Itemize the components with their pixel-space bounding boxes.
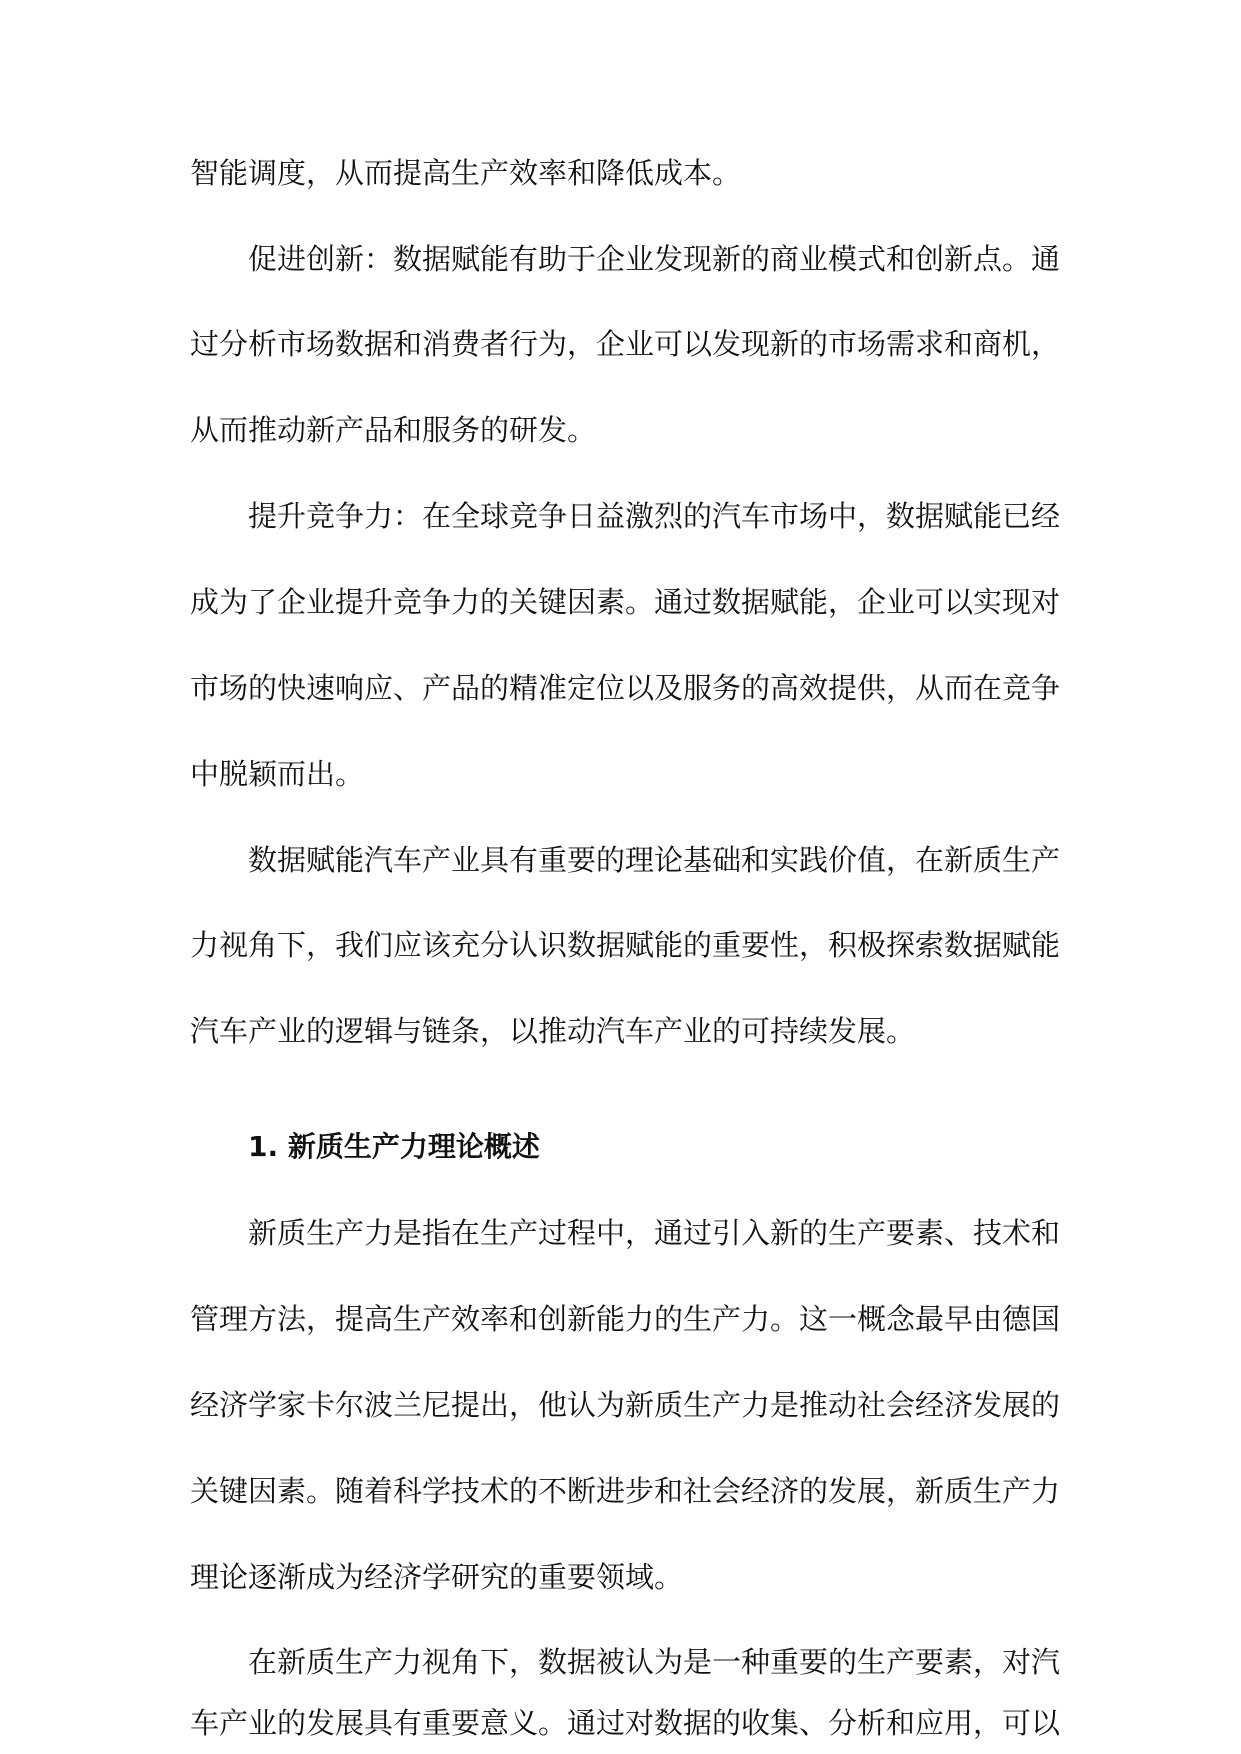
text-line: 汽车产业的逻辑与链条，以推动汽车产业的可持续发展。 <box>190 1014 916 1048</box>
text-line: 车产业的发展具有重要意义。通过对数据的收集、分析和应用，可以 <box>190 1706 1061 1740</box>
text-line: 智能调度，从而提高生产效率和降低成本。 <box>190 156 742 190</box>
paragraph-first-line: 促进创新：数据赋能有助于企业发现新的商业模式和创新点。通 <box>248 242 1061 276</box>
text-line: 市场的快速响应、产品的精准定位以及服务的高效提供，从而在竞争 <box>190 671 1061 705</box>
text-line: 关键因素。随着科学技术的不断进步和社会经济的发展，新质生产力 <box>190 1474 1061 1508</box>
text-line: 力视角下，我们应该充分认识数据赋能的重要性，积极探索数据赋能 <box>190 928 1061 962</box>
text-line: 理论逐渐成为经济学研究的重要领域。 <box>190 1560 684 1594</box>
text-line: 中脱颖而出。 <box>190 757 365 791</box>
text-line: 从而推动新产品和服务的研发。 <box>190 413 597 447</box>
text-line: 成为了企业提升竞争力的关键因素。通过数据赋能，企业可以实现对 <box>190 585 1061 619</box>
text-line: 经济学家卡尔波兰尼提出，他认为新质生产力是推动社会经济发展的 <box>190 1388 1061 1422</box>
paragraph-first-line: 新质生产力是指在生产过程中，通过引入新的生产要素、技术和 <box>248 1216 1061 1250</box>
paragraph-first-line: 数据赋能汽车产业具有重要的理论基础和实践价值，在新质生产 <box>248 843 1061 877</box>
section-heading: 1. 新质生产力理论概述 <box>248 1130 540 1163</box>
text-line: 过分析市场数据和消费者行为，企业可以发现新的市场需求和商机， <box>190 327 1061 361</box>
paragraph-first-line: 在新质生产力视角下，数据被认为是一种重要的生产要素，对汽 <box>248 1645 1061 1679</box>
text-line: 管理方法，提高生产效率和创新能力的生产力。这一概念最早由德国 <box>190 1302 1061 1336</box>
paragraph-first-line: 提升竞争力：在全球竞争日益激烈的汽车市场中，数据赋能已经 <box>248 499 1061 533</box>
